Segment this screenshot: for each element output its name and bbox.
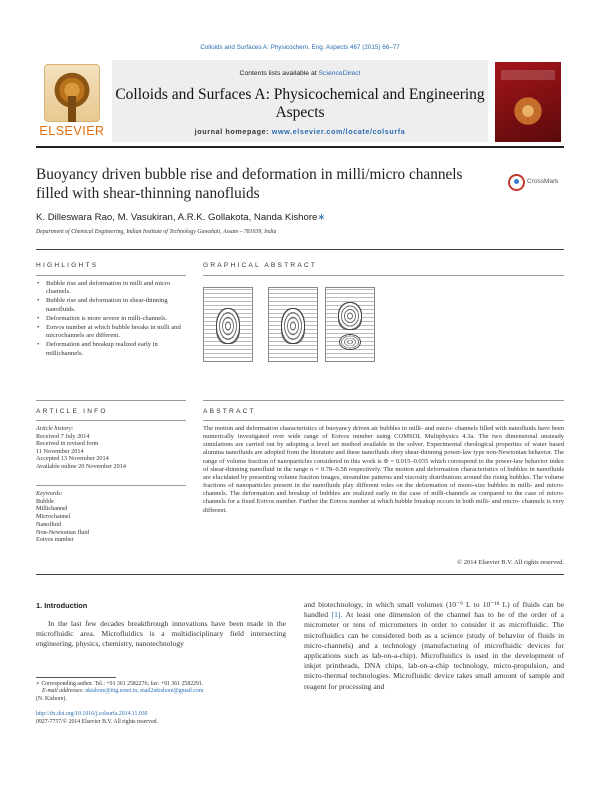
citation-link[interactable]: [1] bbox=[331, 610, 341, 620]
introduction-paragraph: In the last few decades breakthrough innovations have been made in the microfluidic area. Microfluidics is a multidisciplinary field intersecting engineering, physics, chemistry, nanotechnology bbox=[36, 619, 286, 649]
introduction-continued bbox=[304, 600, 564, 692]
email-label: E-mail addresses: bbox=[42, 688, 86, 695]
cover-band bbox=[501, 70, 555, 80]
keyword: Non-Newtonian fluid bbox=[36, 528, 90, 536]
header-rule bbox=[36, 146, 564, 148]
corresponding-author-mark[interactable]: ∗ bbox=[317, 212, 326, 223]
intro-text: and biotechnology, in which small volumes (10⁻⁹ L to 10⁻¹⁸ L) of fluids can be handled bbox=[304, 600, 564, 620]
journal-cover-image[interactable] bbox=[495, 62, 561, 142]
highlights-list bbox=[36, 280, 184, 359]
bubble-contour-image bbox=[338, 302, 362, 330]
highlight-item: • Eotvos number at which bubble breaks in milli and microchannels are different. bbox=[36, 324, 184, 341]
affiliation: Department of Chemical Engineering, Indian Institute of Technology Guwahati, Assam – 781039, India bbox=[36, 229, 277, 235]
keywords bbox=[36, 490, 186, 544]
keywords-label: Keywords: bbox=[36, 490, 63, 497]
crossmark-label: CrossMark bbox=[527, 178, 559, 185]
section-rule bbox=[36, 574, 564, 575]
article-title: Buoyancy driven bubble rise and deformation in milli/micro channels filled with shear-thinning nanofluids bbox=[36, 166, 463, 202]
graphical-abstract-panel bbox=[268, 287, 318, 362]
article-history bbox=[36, 425, 186, 471]
history-line: Available online 20 November 2014 bbox=[36, 462, 126, 470]
graphical-abstract-panel bbox=[203, 287, 253, 362]
homepage-link[interactable]: www.elsevier.com/locate/colsurfa bbox=[271, 127, 406, 136]
keywords-rule bbox=[36, 485, 186, 486]
section-rule bbox=[203, 400, 564, 401]
crossmark-badge[interactable] bbox=[508, 172, 558, 194]
sciencedirect-link[interactable]: ScienceDirect bbox=[318, 70, 361, 77]
copyright-notice: © 2014 Elsevier B.V. All rights reserved. bbox=[457, 559, 564, 566]
journal-title: Colloids and Surfaces A: Physicochemical and Engineering Aspects bbox=[115, 86, 485, 121]
doi-link[interactable]: http://dx.doi.org/10.1016/j.colsurfa.2014.11.030 bbox=[36, 711, 148, 717]
running-head[interactable]: Colloids and Surfaces A: Physicochem. Eng. Aspects 467 (2015) 66–77 bbox=[200, 44, 400, 51]
highlight-item: • Deformation and breakup realized early in millichannels. bbox=[36, 341, 184, 358]
bubble-fragment-image bbox=[339, 334, 361, 350]
history-label: Article history: bbox=[36, 425, 74, 432]
introduction-heading: 1. Introduction bbox=[36, 601, 88, 610]
abstract-rule bbox=[203, 420, 564, 421]
homepage-label: journal homepage: bbox=[194, 127, 272, 136]
history-line: Received 7 July 2014 bbox=[36, 432, 90, 440]
intro-text: . At least one dimension of the channel has to be of the order of a micrometer or tens of micrometers in order to consider it as microfluidic. The microfluidics can be considered both as a science (study of behavior of fluids in micro-channels) and a technology (manufacturing of microfluidic devices for applications such as lab-on-a-chip). Microfluidics is used in the development of inkjet printheads, DNA chips, lab-on-a-chip technology, micro-propulsion, and micro-thermal technologies. Microfluidic device takes small amount of sample and reagent for processing and bbox=[304, 610, 564, 691]
graphical-abstract-heading: GRAPHICAL ABSTRACT bbox=[203, 262, 318, 269]
issn-line: 0927-7757/© 2014 Elsevier B.V. All rights reserved. bbox=[36, 719, 158, 725]
history-line: 11 November 2014 bbox=[36, 447, 84, 455]
cover-graphic bbox=[511, 96, 545, 126]
graphical-abstract-rule bbox=[203, 275, 564, 276]
bubble-contour-image bbox=[281, 308, 305, 344]
bubble-contour-image bbox=[216, 308, 240, 344]
article-info-rule bbox=[36, 420, 186, 421]
contents-line bbox=[112, 70, 488, 77]
highlight-item: • Bubble rise and deformation in shear-thinning nanofluids. bbox=[36, 297, 184, 314]
keyword: Millichannel bbox=[36, 505, 68, 513]
abstract-heading: ABSTRACT bbox=[203, 408, 256, 415]
author-list bbox=[36, 212, 564, 223]
authors-text: K. Dilleswara Rao, M. Vasukiran, A.R.K. Gollakota, Nanda Kishore bbox=[36, 212, 318, 223]
highlight-item: • Bubble rise and deformation in milli and micro channels. bbox=[36, 280, 184, 297]
history-line: Accepted 13 November 2014 bbox=[36, 455, 109, 463]
email-note bbox=[36, 688, 286, 695]
elsevier-wordmark: ELSEVIER bbox=[39, 124, 105, 138]
highlight-item: • Deformation is more severe in milli-channels. bbox=[36, 315, 184, 323]
footnotes bbox=[36, 681, 286, 703]
keyword: Bubble bbox=[36, 497, 54, 505]
keyword: Eotvos number bbox=[36, 536, 74, 544]
keyword: Microchannel bbox=[36, 513, 71, 521]
highlights-rule bbox=[36, 275, 186, 276]
keyword: Nanofluid bbox=[36, 520, 62, 528]
journal-homepage bbox=[112, 127, 488, 136]
elsevier-trunk-shape bbox=[68, 96, 76, 122]
contents-prefix: Contents lists available at bbox=[239, 70, 319, 77]
section-rule bbox=[36, 249, 564, 250]
article-info-heading: ARTICLE INFO bbox=[36, 408, 108, 415]
abstract-text: The motion and deformation characteristics of buoyancy driven air bubbles in milli- and micro- channels filled with nanofluids have been numerically investigated over wide range of Eotvos number using COMSOL Multiphysics 4.3a. The two dimensional unsteady simulations are carried out by adopting a level set method available in the solver. Experimental rheological properties of water based alumina nanofluids are adopted from the literature and these nanofluids obey shear-thinning power-law type non-Newtonian behavior. The range of volume fraction of nanoparticles considered in this work is Φ = 0.015–0.035 which correspond to the power-law behavior index of shear-thinning nanofluid in the range n = 0.78–0.58 respectively. The motion and deformation characteristics of bubbles in nanofluids are elucidated by presenting volume fraction images, streamline patterns and viscosity distributions around the rising bubbles. The volume fractions of nanoparticles present in the nanofluids play different roles on the deformation of mono-size bubbles in milli- and micro- channels. The deformation and breakup of bubbles are realized early in the case of milli-channels as compared to the case of micro-channels for a fixed Eotvos number. Further the Eotvos number at which bubble breakup occurs in both milli- and micro- channels is very different. bbox=[203, 425, 564, 514]
history-line: Received in revised form bbox=[36, 440, 99, 448]
footnote-rule bbox=[36, 677, 116, 678]
corresponding-author-note: ∗ Corresponding author. Tel.: +91 361 2582276; fax: +91 361 2582291. bbox=[36, 681, 204, 687]
email-links[interactable]: nkishore@iitg.ernet.in, mail2nkishore@gmail.com bbox=[85, 688, 204, 695]
elsevier-logo[interactable] bbox=[36, 62, 108, 142]
graphical-abstract-panel bbox=[325, 287, 375, 362]
section-rule bbox=[36, 400, 186, 401]
email-owner: (N. Kishore). bbox=[36, 695, 67, 702]
crossmark-icon bbox=[508, 174, 525, 191]
highlights-heading: HIGHLIGHTS bbox=[36, 262, 99, 269]
